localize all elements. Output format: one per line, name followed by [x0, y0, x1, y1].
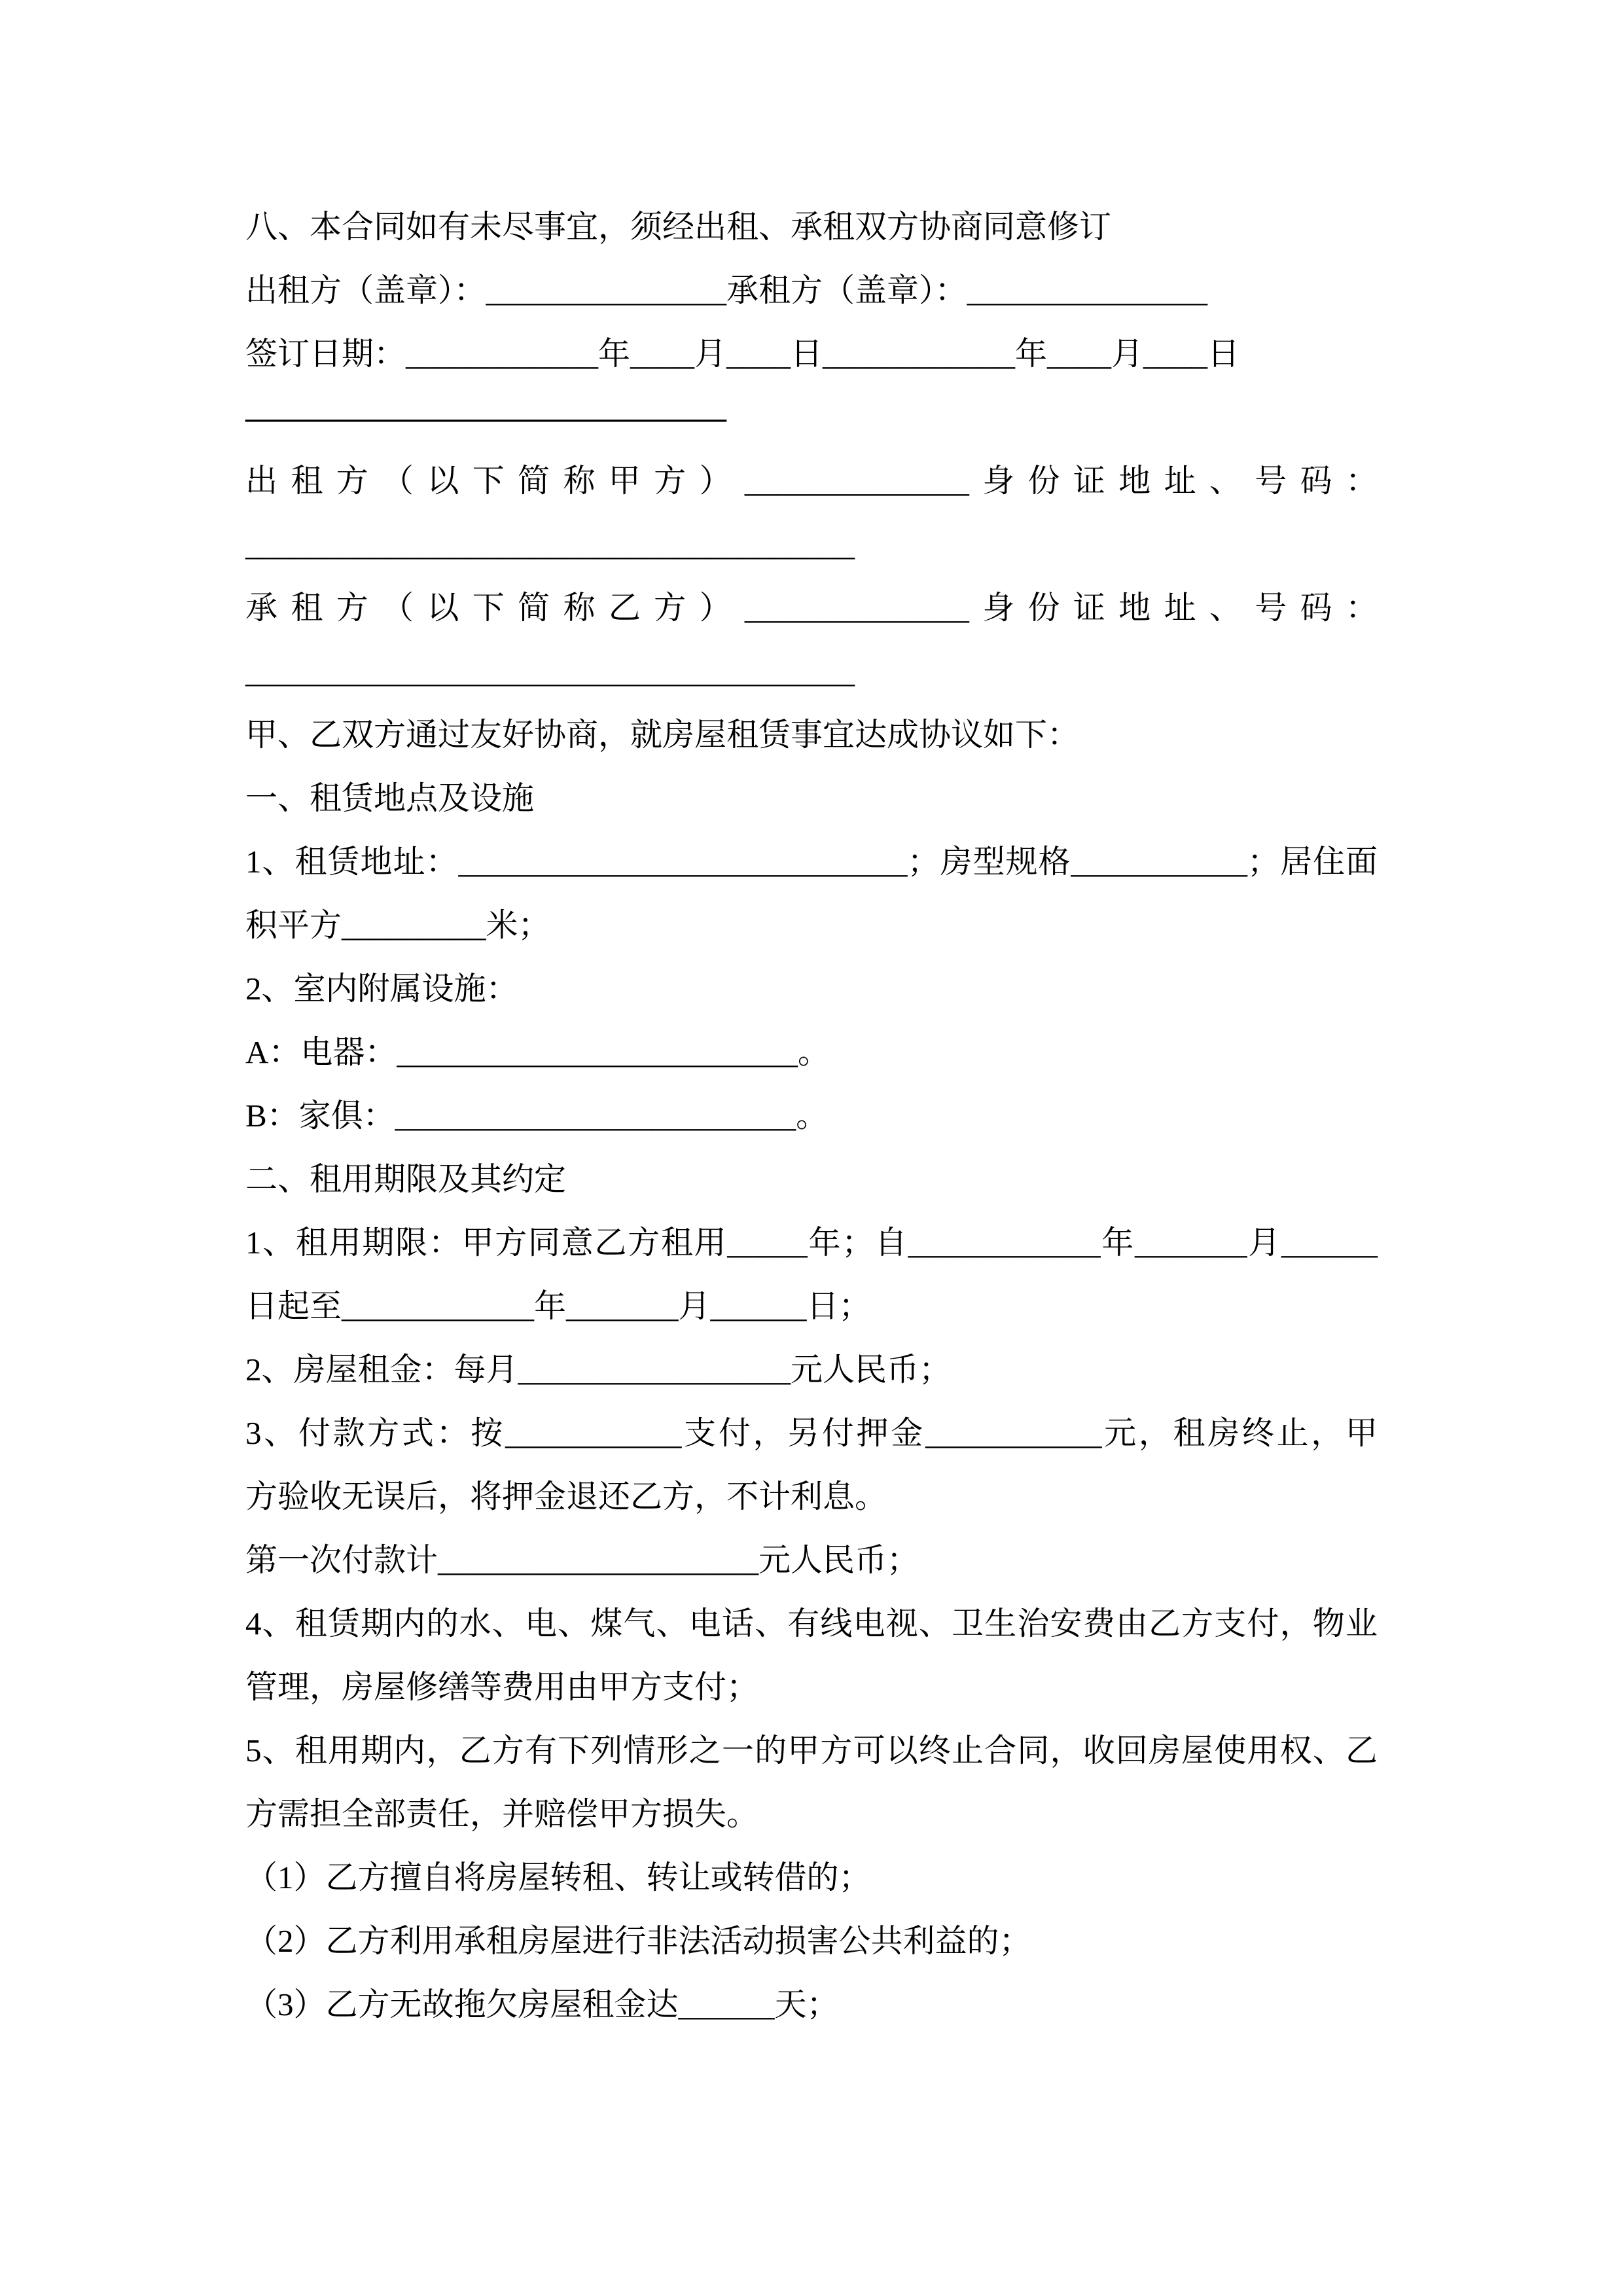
- doc-line: 积平方_________米；: [245, 907, 550, 943]
- blank-underline: ______________________________________: [245, 653, 855, 689]
- doc-line: 2、房屋租金：每月_________________元人民币；: [245, 1352, 952, 1388]
- doc-line: 1、租用期限：甲方同意乙方租用_____年；自____________年_______月______: [245, 1225, 1378, 1261]
- divider-line: ———————————————: [245, 399, 726, 435]
- doc-line: 第一次付款计____________________元人民币；: [245, 1542, 919, 1578]
- doc-line: 5、租用期内，乙方有下列情形之一的甲方可以终止合同，收回房屋使用权、乙: [245, 1732, 1378, 1768]
- doc-line: 2、室内附属设施：: [245, 971, 518, 1007]
- doc-line: 方验收无误后，将押金退还乙方，不计利息。: [245, 1479, 887, 1515]
- doc-line: 出租方（以下简称甲方）______________身份证地址、号码：: [245, 463, 1378, 499]
- doc-line: 二、租用期限及其约定: [245, 1161, 567, 1197]
- doc-line: 一、租赁地点及设施: [245, 780, 535, 816]
- doc-line: （2）乙方利用承租房屋进行非法活动损害公共利益的；: [245, 1923, 1031, 1959]
- doc-line: 甲、乙双方通过友好协商，就房屋租赁事宜达成协议如下：: [245, 717, 1080, 753]
- doc-line: A：电器：_________________________。: [245, 1034, 830, 1070]
- doc-line: 管理，房屋修缮等费用由甲方支付；: [245, 1669, 759, 1705]
- doc-line: 方需担全部责任，并赔偿甲方损失。: [245, 1796, 759, 1832]
- doc-line: 出租方（盖章）：_______________承租方（盖章）：_______________: [245, 272, 1208, 308]
- doc-line: 八、本合同如有未尽事宜，须经出租、承租双方协商同意修订: [245, 209, 1112, 245]
- doc-line: B：家俱：_________________________。: [245, 1098, 829, 1134]
- doc-line: （1）乙方擅自将房屋转租、转让或转借的；: [245, 1859, 871, 1895]
- doc-line: 承租方（以下简称乙方）______________身份证地址、号码：: [245, 590, 1378, 626]
- doc-line: 日起至____________年_______月______日；: [245, 1288, 871, 1324]
- doc-line: 4、租赁期内的水、电、煤气、电话、有线电视、卫生治安费由乙方支付，物业: [245, 1605, 1378, 1641]
- doc-line: （3）乙方无故拖欠房屋租金达______天；: [245, 1986, 839, 2022]
- blank-underline: ______________________________________: [245, 526, 855, 562]
- doc-line: 签订日期：____________年____月____日____________年____月____日: [245, 336, 1240, 372]
- doc-line: 1、租赁地址：____________________________；房型规格___________；居住面: [245, 844, 1378, 880]
- document-body: [245, 195, 1378, 2036]
- doc-line: 3、付款方式：按___________支付，另付押金___________元，租房终止，甲: [245, 1415, 1378, 1451]
